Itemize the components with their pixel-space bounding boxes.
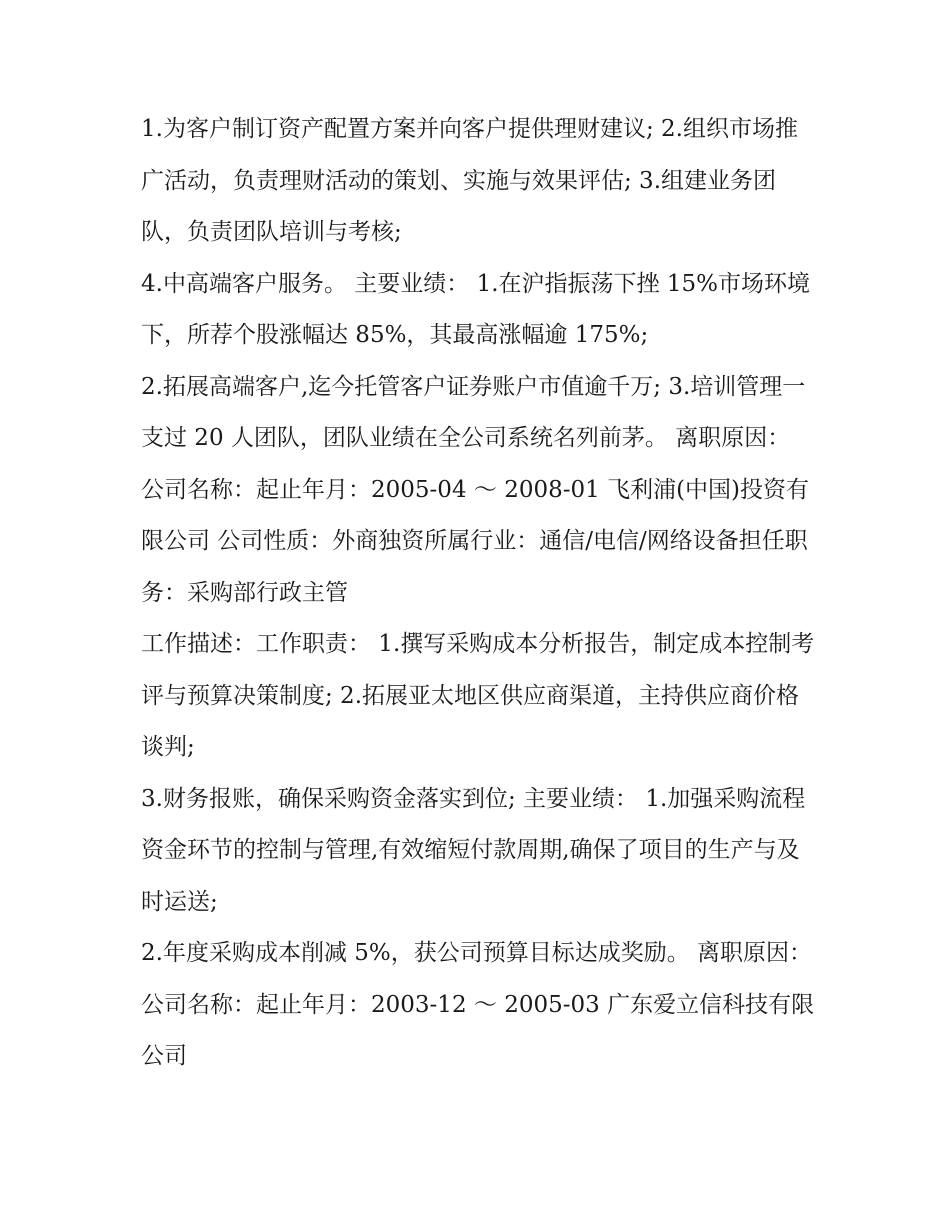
paragraph-company-info: 公司名称：起止年月：2005-04 ～ 2008-01 飞利浦(中国)投资有限公司 公司性质：外商独资所属行业：通信/电信/网络设备担任职务：采购部行政主管 xyxy=(141,476,810,606)
paragraph-job-description: 工作描述：工作职责： 1.撰写采购成本分析报告，制定成本控制考评与预算决策制度; 2.拓展亚太地区供应商渠道，主持供应商价格谈判; xyxy=(141,631,815,760)
paragraph-achievements: 4.中高端客户服务。 主要业绩： 1.在沪指振荡下挫 15%市场环境下，所荐个股涨幅达 85%，其最高涨幅逾 175%; xyxy=(141,270,810,348)
document-body xyxy=(141,104,817,1083)
paragraph-team-management: 2.拓展高端客户,迄今托管客户证券账户市值逾千万; 3.培训管理一支过 20 人团队，团队业绩在全公司系统名列前茅。 离职原因： xyxy=(141,373,806,451)
paragraph-responsibilities: 1.为客户制订资产配置方案并向客户提供理财建议; 2.组织市场推广活动，负责理财活动的策划、实施与效果评估; 3.组建业务团队，负责团队培训与考核; xyxy=(141,116,798,245)
paragraph-cost-reduction: 2.年度采购成本削减 5%，获公司预算目标达成奖励。 离职原因： 公司名称：起止年月：2003-12 ～ 2005-03 广东爱立信科技有限公司 xyxy=(141,940,815,1069)
paragraph-finance-achievements: 3.财务报账，确保采购资金落实到位; 主要业绩： 1.加强采购流程资金环节的控制与管理,有效缩短付款周期,确保了项目的生产与及时运送; xyxy=(141,785,806,915)
